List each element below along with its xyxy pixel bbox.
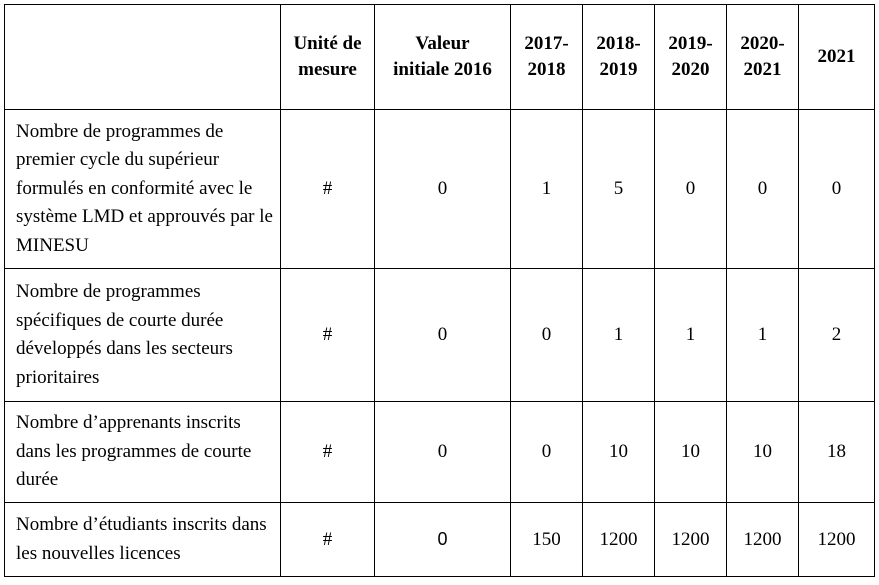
row-value-2017-2018: 0 xyxy=(511,402,583,503)
header-row xyxy=(5,5,875,110)
row-value-2018-2019: 1200 xyxy=(583,503,655,577)
row-value-2019-2020: 1 xyxy=(655,269,727,402)
header-year-2021: 2021 xyxy=(799,5,875,110)
table-row xyxy=(5,269,875,402)
row-label: Nombre d’étudiants inscrits dans les nouvelles licences xyxy=(5,503,281,577)
row-unit: # xyxy=(281,503,375,577)
row-value-2018-2019: 5 xyxy=(583,110,655,269)
header-year-2018-2019: 2018-2019 xyxy=(583,5,655,110)
row-unit: # xyxy=(281,402,375,503)
row-value-2021: 18 xyxy=(799,402,875,503)
row-label: Nombre de programmes de premier cycle du supérieur formulés en conformité avec le système LMD et approuvés par le MINESU xyxy=(5,110,281,269)
row-unit: # xyxy=(281,110,375,269)
row-value-2019-2020: 0 xyxy=(655,110,727,269)
row-initial-value: 0 xyxy=(375,503,511,577)
header-unit: Unité de mesure xyxy=(281,5,375,110)
table-row xyxy=(5,110,875,269)
row-value-2021: 0 xyxy=(799,110,875,269)
table-row xyxy=(5,503,875,577)
header-year-2017-2018: 2017-2018 xyxy=(511,5,583,110)
header-year-2019-2020: 2019-2020 xyxy=(655,5,727,110)
row-value-2019-2020: 10 xyxy=(655,402,727,503)
indicator-table xyxy=(4,4,875,577)
row-label: Nombre d’apprenants inscrits dans les programmes de courte durée xyxy=(5,402,281,503)
row-value-2020-2021: 1 xyxy=(727,269,799,402)
row-value-2018-2019: 1 xyxy=(583,269,655,402)
row-initial-value: 0 xyxy=(375,402,511,503)
row-unit: # xyxy=(281,269,375,402)
row-value-2017-2018: 1 xyxy=(511,110,583,269)
row-value-2020-2021: 0 xyxy=(727,110,799,269)
header-year-2020-2021: 2020-2021 xyxy=(727,5,799,110)
row-value-2020-2021: 10 xyxy=(727,402,799,503)
table-row xyxy=(5,402,875,503)
row-value-2021: 2 xyxy=(799,269,875,402)
row-value-2017-2018: 150 xyxy=(511,503,583,577)
row-value-2021: 1200 xyxy=(799,503,875,577)
header-initial-value: Valeur initiale 2016 xyxy=(375,5,511,110)
row-value-2019-2020: 1200 xyxy=(655,503,727,577)
row-value-2017-2018: 0 xyxy=(511,269,583,402)
row-value-2018-2019: 10 xyxy=(583,402,655,503)
row-label: Nombre de programmes spécifiques de courte durée développés dans les secteurs prioritaires xyxy=(5,269,281,402)
row-initial-value: 0 xyxy=(375,269,511,402)
row-initial-value: 0 xyxy=(375,110,511,269)
row-value-2020-2021: 1200 xyxy=(727,503,799,577)
header-corner xyxy=(5,5,281,110)
